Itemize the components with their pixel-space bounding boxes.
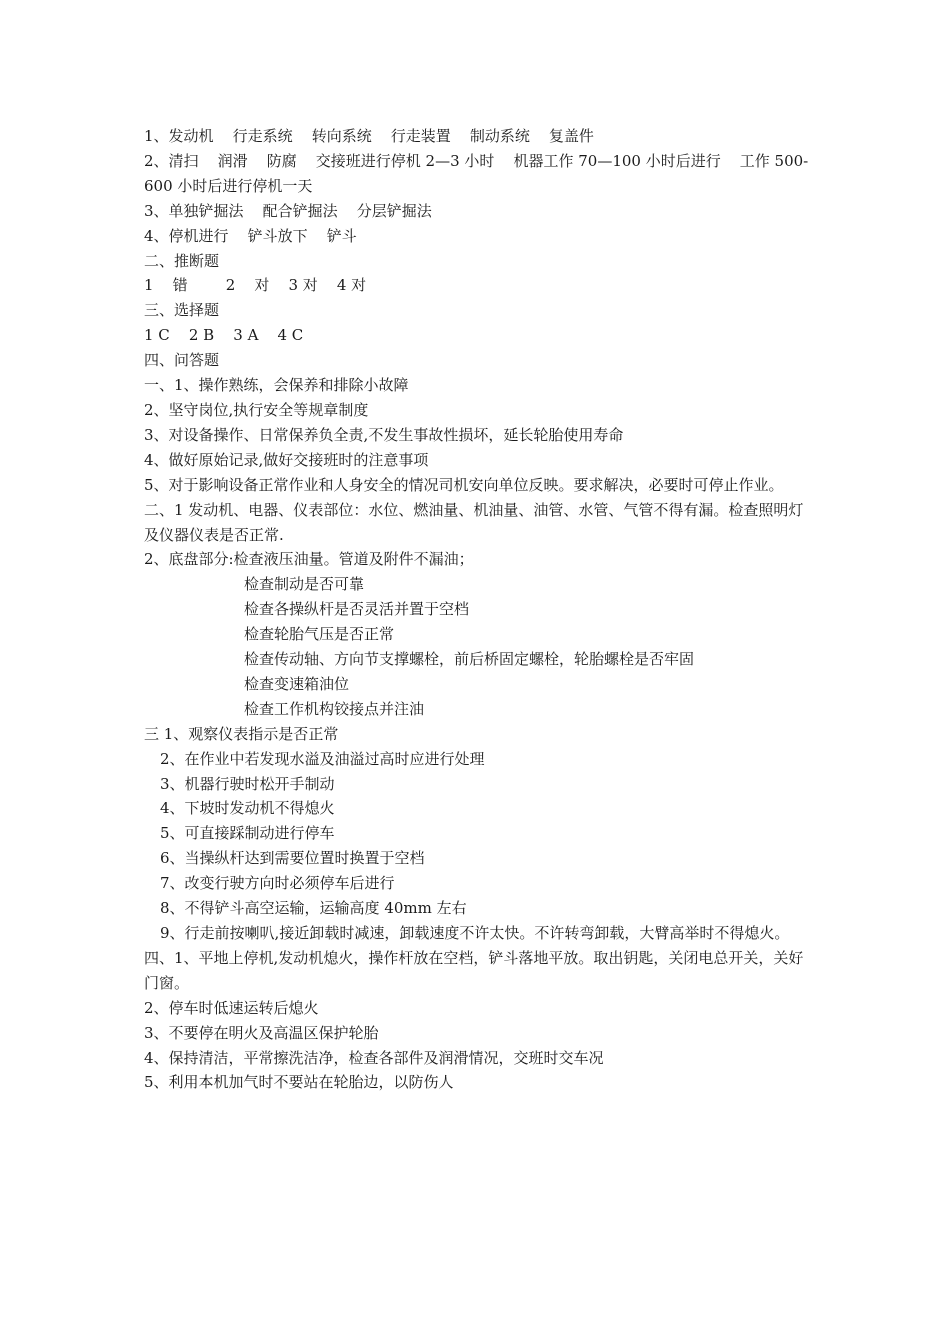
text-line: 2、清扫 润滑 防腐 交接班进行停机 2—3 小时 机器工作 70—100 小时后进行 工作 500-600 小时后进行停机一天 <box>144 151 809 195</box>
text-line: 二、1 发动机、电器、仪表部位：水位、燃油量、机油量、油管、水管、气管不得有漏。检查照明灯及仪器仪表是否正常. <box>144 500 804 544</box>
text-line: 5、可直接踩制动进行停车 <box>160 824 335 843</box>
text-line: 1、发动机 行走系统 转向系统 行走装置 制动系统 复盖件 <box>144 127 594 145</box>
text-line: 3、机器行驶时松开手制动 <box>160 774 335 793</box>
check-item: 检查传动轴、方向节支撑螺栓，前后桥固定螺栓，轮胎螺栓是否牢固 <box>244 650 695 669</box>
text-line: 3、不要停在明火及高温区保护轮胎 <box>144 1023 379 1042</box>
text-line: 3、对设备操作、日常保养负全责,不发生事故性损坏，延长轮胎使用寿命 <box>144 425 624 444</box>
text-line: 4、保持清洁，平常擦洗洁净，检查各部件及润滑情况，交班时交车况 <box>144 1048 604 1067</box>
document-page <box>144 124 812 1095</box>
text-line: 2、在作业中若发现水溢及油溢过高时应进行处理 <box>160 749 485 768</box>
text-line: 8、不得铲斗高空运输，运输高度 40mm 左右 <box>160 899 467 918</box>
check-item: 检查轮胎气压是否正常 <box>244 625 395 644</box>
section-heading: 四、问答题 <box>144 351 220 370</box>
text-line: 四、1、平地上停机,发动机熄火，操作杆放在空档，铲斗落地平放。取出钥匙，关闭电总开关，关好门窗。 <box>144 948 804 992</box>
text-line: 一、1、操作熟练，会保养和排除小故障 <box>144 376 409 395</box>
text-line: 6、当操纵杆达到需要位置时换置于空档 <box>160 849 425 868</box>
text-line: 4、停机进行 铲斗放下 铲斗 <box>144 226 357 245</box>
text-line: 1 错 2 对 3 对 4 对 <box>144 276 367 295</box>
check-item: 检查各操纵杆是否灵活并置于空档 <box>244 600 470 619</box>
section-heading: 二、推断题 <box>144 251 220 270</box>
section-heading: 三、选择题 <box>144 301 220 320</box>
text-line: 2、坚守岗位,执行安全等规章制度 <box>144 400 369 419</box>
text-line: 7、改变行驶方向时必须停车后进行 <box>160 874 395 893</box>
check-item: 检查工作机构铰接点并注油 <box>244 699 425 718</box>
text-line: 2、停车时低速运转后熄火 <box>144 998 319 1017</box>
text-line: 三 1、观察仪表指示是否正常 <box>144 724 339 743</box>
text-line: 9、行走前按喇叭,接近卸载时减速，卸载速度不许太快。不许转弯卸载，大臂高举时不得熄火。 <box>160 924 790 942</box>
check-item: 检查制动是否可靠 <box>244 575 365 594</box>
text-line: 5、利用本机加气时不要站在轮胎边，以防伤人 <box>144 1073 454 1092</box>
text-line: 4、做好原始记录,做好交接班时的注意事项 <box>144 450 429 469</box>
text-line: 3、单独铲掘法 配合铲掘法 分层铲掘法 <box>144 201 432 220</box>
text-line: 2、底盘部分:检查液压油量。管道及附件不漏油； <box>144 550 474 569</box>
text-line: 5、对于影响设备正常作业和人身安全的情况司机安向单位反映。要求解决，必要时可停止作业。 <box>144 475 784 494</box>
check-item: 检查变速箱油位 <box>244 674 350 693</box>
text-line: 4、下坡时发动机不得熄火 <box>160 799 335 818</box>
text-line: 1 C 2 B 3 A 4 C <box>144 326 304 345</box>
